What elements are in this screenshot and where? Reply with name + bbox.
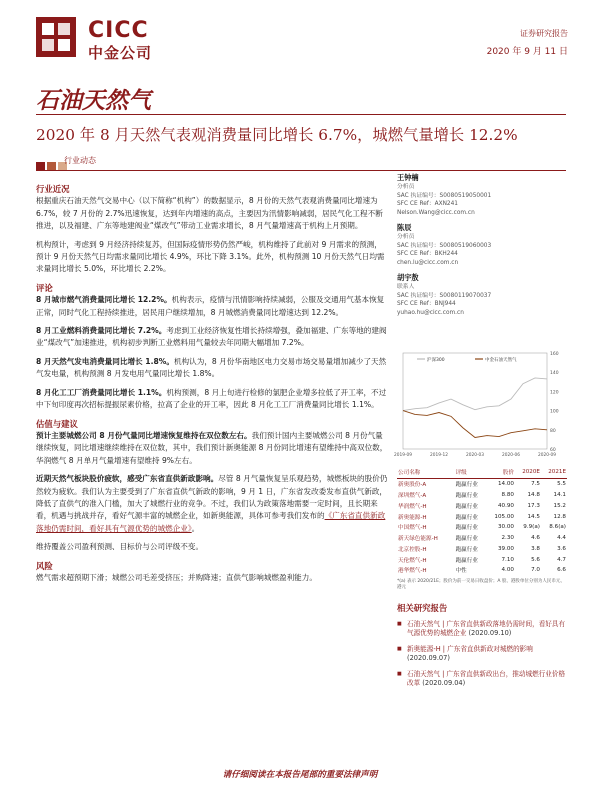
related-report-item[interactable] <box>397 620 567 639</box>
table-row <box>397 533 567 544</box>
table-cell: 7.10 <box>501 556 514 563</box>
paragraph-body: 我们预计国内主要城燃公司 8 月份气量继续恢复，同比增速继续维持在双位数，其中，我们预计新奥能源 8 月份同比增速有望维持中高双位数，华润燃气 8 月单月气量增速有望维持 9%左右。 <box>36 430 388 465</box>
analyst-sfc: SFC CE Ref：BKH244 <box>397 251 458 258</box>
paragraph: 燃气需求超预期下滑；城燃公司毛差受挤压；并购降速；直供气影响城燃盈利能力。 <box>36 572 317 582</box>
related-report-item[interactable] <box>397 645 567 664</box>
company-name: 新奥股份-A <box>398 482 427 489</box>
table-cell: 跑赢行业 <box>455 525 478 532</box>
y-tick-label: 100 <box>550 409 559 415</box>
table-cell: 7.0 <box>531 567 540 574</box>
divider <box>36 114 566 115</box>
table-cell: 跑赢行业 <box>455 536 478 543</box>
table-cell: 8.80 <box>501 491 514 498</box>
paragraph-lead: 8 月工业燃料消费量同比增长 7.2%。 <box>36 326 167 336</box>
table-cell: 跑赢行业 <box>455 557 478 564</box>
series-line-1 <box>403 411 547 438</box>
report-link[interactable]: 《广东省直供新政落地仍需时间，看好具有气源优势的城燃企业》 <box>36 511 386 533</box>
table-cell: 4.00 <box>501 567 514 574</box>
headline: 2020 年 8 月天然气表观消费量同比增长 6.7%，城燃气量增长 12.2% <box>36 126 518 144</box>
table-cell: 跑赢行业 <box>455 492 478 499</box>
paragraph-end: 。 <box>191 523 200 533</box>
table-cell: 7.5 <box>531 481 540 488</box>
table-row <box>397 543 567 554</box>
footer-disclaimer: 请仔细阅读在本报告尾部的重要法律声明 <box>222 770 378 780</box>
paragraph-body: 机构预测，8 月上旬进行检修的氯肥企业增多拉低了开工率，不过中下旬印度再次招标提振尿素价格，拉高了企业的开工率，因此 8 月化工工厂消费量同比增长 1.1%。 <box>36 387 387 410</box>
x-tick-label: 2020-09 <box>538 453 556 458</box>
table-cell: 30.00 <box>497 524 514 531</box>
series-line-0 <box>403 378 547 411</box>
sector-title: 石油天然气 <box>36 87 151 114</box>
table-header: 2021E <box>541 467 567 478</box>
paragraph: 维持覆盖公司盈利预测、目标价与公司评级不变。 <box>36 542 204 552</box>
table-header: 评级 <box>455 467 487 478</box>
paragraph <box>36 356 388 381</box>
analyst-block <box>397 174 567 218</box>
table-cell: 14.5 <box>527 513 540 520</box>
analyst-sfc: SFC CE Ref：AXN241 <box>397 201 458 208</box>
company-name: 天伦燃气-H <box>398 557 427 564</box>
paragraph-body: 机构认为，8 月份华南地区电力交易市场交易量增加减少了天然气发电量，机构预测 8 月发电用气量同比增长 1.8%。 <box>36 356 387 379</box>
table-cell: 14.8 <box>527 491 540 498</box>
table-cell: 5.5 <box>557 481 566 488</box>
section-heading: 评论 <box>36 282 53 293</box>
analyst-sac: SAC 执证编号：S0080119070037 <box>397 292 492 299</box>
table-cell: 3.6 <box>557 545 566 552</box>
x-tick-label: 2020-06 <box>502 453 520 458</box>
table-cell: 14.00 <box>497 481 514 488</box>
table-row <box>397 490 567 501</box>
table-cell: 15.2 <box>553 502 566 509</box>
related-reports <box>397 604 567 695</box>
company-name: 中国燃气-H <box>398 525 427 532</box>
section-heading: 估值与建议 <box>36 418 78 429</box>
analyst-name: 胡宇敖 <box>397 272 419 282</box>
paragraph <box>36 430 388 467</box>
y-tick-label: 120 <box>550 390 559 396</box>
report-type: 证券研究报告 <box>520 29 568 38</box>
table-header: 公司名称 <box>397 467 452 478</box>
table-cell: 12.8 <box>553 513 566 520</box>
paragraph <box>36 294 388 319</box>
table-cell: 6.6 <box>557 567 566 574</box>
table-cell: 3.8 <box>531 545 540 552</box>
paragraph-body: 尽管 8 月气量恢复呈乐观趋势，城燃板块的股价仍然较为疲软。我们认为主要受到了广东省直供气新政的影响，9 月 1 日，广东省发改委发布直供气新政，降低了直供气的准入门槛，加大了城燃行业的竞争。不过，我们认为政策落地需要一定时间，且长期来看，机遇与挑战并存，看好气源丰富的城燃企业，如新奥能源，具体可参考我们发布的 <box>36 474 388 521</box>
paragraph-body: 机构表示，疫情与汛情影响持续减弱，公服及交通用气基本恢复正常，同时气化工程持续推进，居民用户继续增加，8 月城燃消费量同比增速达到 12.2%。 <box>36 295 385 317</box>
analyst-panel <box>397 170 567 324</box>
table-cell: 9.9(a) <box>523 524 540 531</box>
company-name: 新奥能源-H <box>398 514 427 521</box>
table-cell: 4.4 <box>557 535 566 542</box>
paragraph-body: 考虑到工业经济恢复性增长持续增强，叠加福建、广东等地的建阀业“煤改气”加速推进，机构初步判断工业燃料用气量较去年同期大幅增加 7.2%。 <box>36 326 387 348</box>
table-cell: 2.30 <box>501 535 514 542</box>
table-cell: 8.6(a) <box>549 524 566 531</box>
section-heading: 行业近况 <box>36 184 70 194</box>
analyst-sac: SAC 执证编号：S0080519060003 <box>397 242 492 249</box>
related-report-item[interactable] <box>397 670 567 689</box>
table-cell: 39.00 <box>497 545 514 552</box>
chart-frame <box>403 353 547 449</box>
table-cell: 14.1 <box>553 491 566 498</box>
analyst-role: 分析员 <box>397 233 415 240</box>
y-tick-label: 140 <box>550 371 559 377</box>
table-row <box>397 565 567 576</box>
paragraph <box>36 387 388 412</box>
analyst-email[interactable]: Nelson.Wang@cicc.com.cn <box>397 210 475 217</box>
table-row <box>397 511 567 522</box>
table-cell: 跑赢行业 <box>455 482 478 489</box>
paragraph-lead: 近期天然气板块股价疲软，感受广东省直供新政影响。 <box>36 474 219 484</box>
company-name: 华润燃气-H <box>398 503 427 510</box>
company-name: 港华燃气-H <box>398 568 427 575</box>
related-report-date: (2020.09.07) <box>407 654 450 662</box>
paragraph: 根据重庆石油天然气交易中心（以下简称“机构”）的数据显示，8 月份的天然气表观消费量同比增速为 6.7%，较 7 月份的 2.7%迅速恢复，达到年内增速的高点，主要因为汛情影响减弱，居民气化工程不断推进，以及福建、广东等地建阀业“煤改气”带动工业需求增长，8 月气量增速高于机构上月预期。 <box>36 196 383 231</box>
report-date: 2020 年 9 月 11 日 <box>486 47 568 57</box>
table-cell: 跑赢行业 <box>455 514 478 521</box>
x-tick-label: 2019-12 <box>430 453 448 458</box>
paragraph-lead: 8 月天然气发电消费量同比增长 1.8%。 <box>36 356 174 366</box>
table-note: *(a) 表示 2020/21E；股价为前一交易日收盘价；A 股、港股单位分别为人民币元、港元 <box>397 578 565 590</box>
paragraph-lead: 8 月化工工厂消费量同比增长 1.1%。 <box>36 387 167 397</box>
table-cell: 中性 <box>455 568 467 575</box>
cicc-logo-icon <box>36 17 76 57</box>
main-text-column <box>36 183 388 584</box>
paragraph-lead: 预计主要城燃公司 8 月份气量同比增速恢复维持在双位数左右。 <box>36 430 252 440</box>
x-tick-label: 2020-03 <box>466 453 484 458</box>
analyst-email[interactable]: yuhao.hu@cicc.com.cn <box>397 310 464 317</box>
paragraph-lead: 8 月城市燃气消费量同比增长 12.2%。 <box>36 295 172 305</box>
analyst-sfc: SFC CE Ref：BNJ944 <box>397 301 456 308</box>
paragraph <box>36 325 388 350</box>
table-row <box>397 478 567 489</box>
table-header: 2020E <box>515 467 541 478</box>
analyst-sac: SAC 执证编号：S0080519050001 <box>397 192 492 199</box>
legend-label: 沪深300 <box>427 358 445 363</box>
table-cell: 跑赢行业 <box>455 503 478 510</box>
related-report-title: 石油天然气 | 广东省直供新政出台，推动城燃行业价格改革 <box>407 669 566 687</box>
table-cell: 跑赢行业 <box>455 546 478 553</box>
y-tick-label: 80 <box>550 428 556 434</box>
paragraph <box>36 473 388 535</box>
y-tick-label: 60 <box>550 448 556 453</box>
price-chart <box>394 345 567 465</box>
table-row <box>397 554 567 565</box>
x-tick-label: 2019-09 <box>394 453 412 458</box>
table-cell: 4.6 <box>531 535 540 542</box>
analyst-block <box>397 274 567 318</box>
analyst-email[interactable]: chen.lu@cicc.com.cn <box>397 260 459 267</box>
table-cell: 5.6 <box>531 556 540 563</box>
related-report-title: 石油天然气 | 广东省直供新政落地仍需时间，看好具有气源优势的城燃企业 <box>407 619 566 637</box>
analyst-name: 陈辰 <box>397 222 412 232</box>
logo-text-cn: 中金公司 <box>88 44 153 62</box>
company-name: 深圳燃气-A <box>398 492 427 499</box>
company-name: 北京控股-H <box>398 546 427 553</box>
table-row <box>397 500 567 511</box>
table-cell: 40.90 <box>497 502 514 509</box>
related-report-date: (2020.09.10) <box>468 629 512 637</box>
related-title: 相关研究报告 <box>397 603 448 613</box>
related-report-title: 新奥能源-H | 广东省直供新政对城燃的影响 <box>407 644 533 653</box>
company-name: 新天绿色能源-H <box>398 536 438 543</box>
section-heading: 风险 <box>36 560 53 571</box>
table-cell: 105.00 <box>494 513 514 520</box>
logo-text-en: CICC <box>88 18 149 43</box>
y-tick-label: 160 <box>550 352 559 357</box>
table-cell: 17.3 <box>527 502 540 509</box>
valuation-table <box>397 467 567 591</box>
related-report-date: (2020.09.04) <box>422 679 466 687</box>
table-header: 股价 <box>487 467 515 478</box>
analyst-block <box>397 224 567 268</box>
analyst-role: 分析员 <box>397 183 415 190</box>
tag-label: 行业动态 <box>64 156 96 165</box>
table-cell: 4.7 <box>557 556 566 563</box>
analyst-name: 王钟楠 <box>397 173 419 182</box>
paragraph: 机构预计，考虑到 9 月经济持续复苏，但国际疫情形势仍然严峻，机构维持了此前对 9 月需求的预测，预计 9 月份天然气日均需求量同比增长 4.9%，环比下降 3.1%。此外，机构预测 10 月份天然气日均需求量同比增长 5.0%，环比增长 2.2%。 <box>36 239 385 274</box>
analyst-role: 联系人 <box>397 283 415 290</box>
table-row <box>397 522 567 533</box>
legend-label: 中金石油天然气 <box>485 358 517 363</box>
